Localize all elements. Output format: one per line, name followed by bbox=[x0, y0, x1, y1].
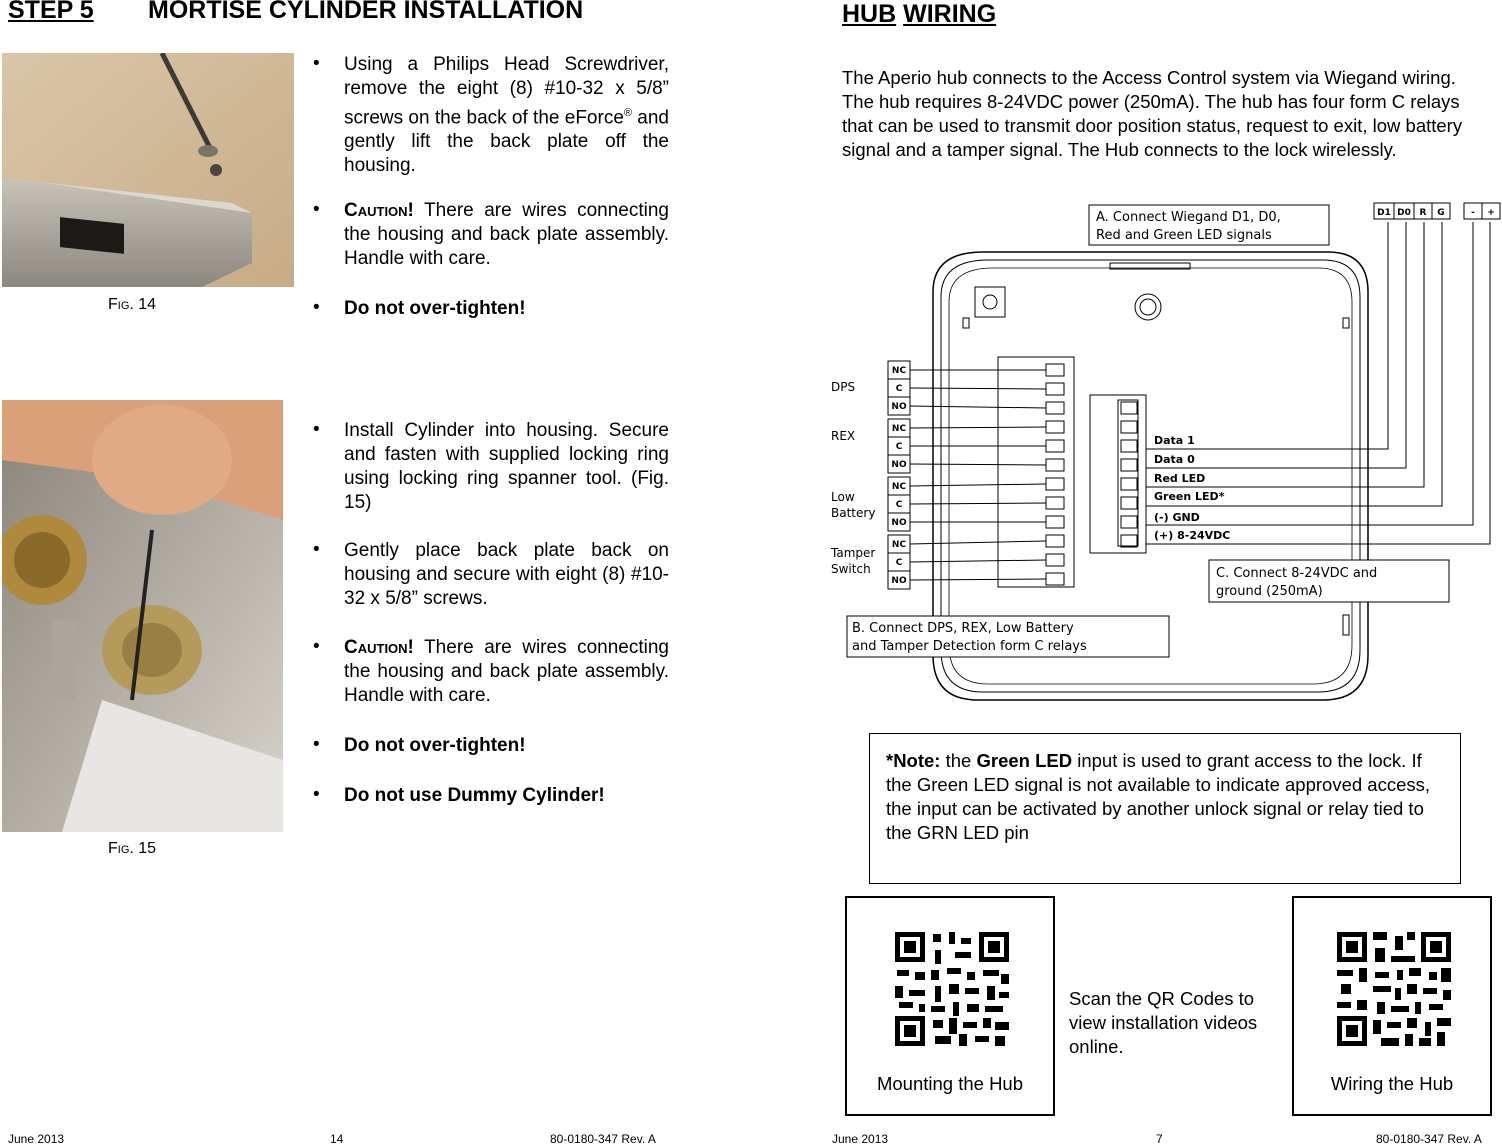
relay-term: NC bbox=[891, 366, 907, 376]
label-tamper: Tamper bbox=[831, 546, 876, 560]
label-tamper: Switch bbox=[831, 562, 871, 576]
label-rex: REX bbox=[831, 429, 856, 443]
bullet-dot: • bbox=[313, 636, 320, 657]
top-terminal: R bbox=[1419, 208, 1427, 218]
wiring-diagram bbox=[828, 195, 1502, 715]
relay-term: NO bbox=[891, 576, 907, 586]
label-low-battery: Low bbox=[831, 490, 855, 504]
note-box bbox=[869, 733, 1461, 884]
relay-term: NC bbox=[891, 540, 907, 550]
footer-date-right: June 2013 bbox=[832, 1132, 889, 1146]
relay-term: NC bbox=[891, 424, 907, 434]
relay-term: NC bbox=[891, 482, 907, 492]
bullet-dot: • bbox=[313, 297, 320, 318]
qr-instruction: Scan the QR Codes to view installation videos online. bbox=[1069, 988, 1258, 1057]
label-low-battery: Battery bbox=[831, 506, 876, 520]
relay-term: NO bbox=[891, 460, 907, 470]
warning-3: Do not use Dummy Cylinder! bbox=[344, 785, 605, 806]
relay-screw-terminals bbox=[1046, 364, 1064, 585]
footer-page-left: 14 bbox=[330, 1132, 344, 1146]
footer-rev-right: 80-0180-347 Rev. A bbox=[1376, 1132, 1482, 1146]
bullet-dot: • bbox=[313, 734, 320, 755]
signal-label: Data 0 bbox=[1154, 453, 1195, 466]
fig14-photo bbox=[2, 53, 294, 287]
relay-term: C bbox=[895, 558, 903, 568]
label-dps: DPS bbox=[831, 380, 856, 394]
callout-a: A. Connect Wiegand D1, D0, bbox=[1096, 210, 1281, 225]
footer-date-left: June 2013 bbox=[8, 1132, 65, 1146]
signal-label: Data 1 bbox=[1154, 434, 1195, 447]
top-terminal: D0 bbox=[1397, 208, 1411, 218]
signal-label: Green LED* bbox=[1154, 490, 1225, 503]
callout-c: ground (250mA) bbox=[1216, 584, 1323, 599]
power-terminal: - bbox=[1471, 208, 1475, 218]
qr-card-wiring[interactable] bbox=[1292, 896, 1492, 1116]
qr-code-icon[interactable] bbox=[1337, 932, 1451, 1046]
page-title: MORTISE CYLINDER INSTALLATION bbox=[148, 0, 584, 24]
caution-1: Caution! There are wires connecting the housing and back plate assembly. Handle with care. bbox=[344, 200, 669, 269]
relay-term: C bbox=[895, 384, 903, 394]
bullet-dot: • bbox=[313, 784, 320, 805]
fig15-photo bbox=[2, 400, 283, 832]
fig14-caption: Fig. 14 bbox=[108, 296, 157, 313]
bullet-dot: • bbox=[313, 199, 320, 220]
bullet-dot: • bbox=[313, 539, 320, 560]
fig15-caption: Fig. 15 bbox=[108, 840, 157, 857]
instruction-2: Install Cylinder into housing. Secure and fasten with supplied locking ring using locking ring spanner tool. (Fig. 15) bbox=[344, 420, 669, 513]
footer-rev-left: 80-0180-347 Rev. A bbox=[550, 1132, 656, 1146]
qr-card-mounting[interactable] bbox=[845, 896, 1055, 1116]
top-terminal: D1 bbox=[1377, 208, 1391, 218]
callout-c: C. Connect 8-24VDC and bbox=[1216, 566, 1378, 581]
step-label: STEP 5 bbox=[8, 0, 94, 24]
signal-label: Red LED bbox=[1154, 472, 1206, 485]
relay-term: NO bbox=[891, 518, 907, 528]
footer-page-right: 7 bbox=[1156, 1132, 1163, 1146]
qr-caption-mounting: Mounting the Hub bbox=[876, 1073, 1024, 1094]
power-terminal: + bbox=[1487, 208, 1495, 218]
relay-term: C bbox=[895, 442, 903, 452]
signal-label: (-) GND bbox=[1154, 511, 1200, 524]
instruction-1: Using a Philips Head Screwdriver, remove the eight (8) #10-32 x 5/8” screws on the back of the eForce® and gently lift the back plate off the housing. bbox=[344, 54, 669, 177]
qr-code-icon[interactable] bbox=[895, 932, 1009, 1046]
bullet-dot: • bbox=[313, 53, 320, 74]
caution-2: Caution! There are wires connecting the housing and back plate assembly. Handle with care. bbox=[344, 637, 669, 706]
hub-wiring-title: HUB WIRING bbox=[842, 0, 997, 28]
instruction-3: Gently place back plate back on housing and secure with eight (8) #10-32 x 5/8” screws. bbox=[344, 540, 669, 609]
note-text: *Note: the Green LED input is used to grant access to the lock. If the Green LED signal is not available to indicate approved access, the input can be activated by another unlock signal or relay tied to the GRN LED pin bbox=[886, 750, 1431, 843]
qr-caption-wiring: Wiring the Hub bbox=[1330, 1073, 1454, 1094]
callout-b: B. Connect DPS, REX, Low Battery bbox=[852, 621, 1074, 636]
bullet-dot: • bbox=[313, 419, 320, 440]
warning-1: Do not over-tighten! bbox=[344, 298, 526, 319]
signal-label: (+) 8-24VDC bbox=[1154, 529, 1231, 542]
intro-paragraph: The Aperio hub connects to the Access Control system via Wiegand wiring. The hub requires 8-24VDC power (250mA). The hub has four form C relays that can be used to transmit door position status, request to exit, low battery signal and a tamper signal. The Hub connects to the lock wirelessly. bbox=[842, 67, 1463, 160]
relay-term: C bbox=[895, 500, 903, 510]
relay-term: NO bbox=[891, 402, 907, 412]
callout-b: and Tamper Detection form C relays bbox=[852, 639, 1087, 654]
top-terminal: G bbox=[1437, 208, 1445, 218]
warning-2: Do not over-tighten! bbox=[344, 735, 526, 756]
callout-a: Red and Green LED signals bbox=[1096, 228, 1272, 243]
